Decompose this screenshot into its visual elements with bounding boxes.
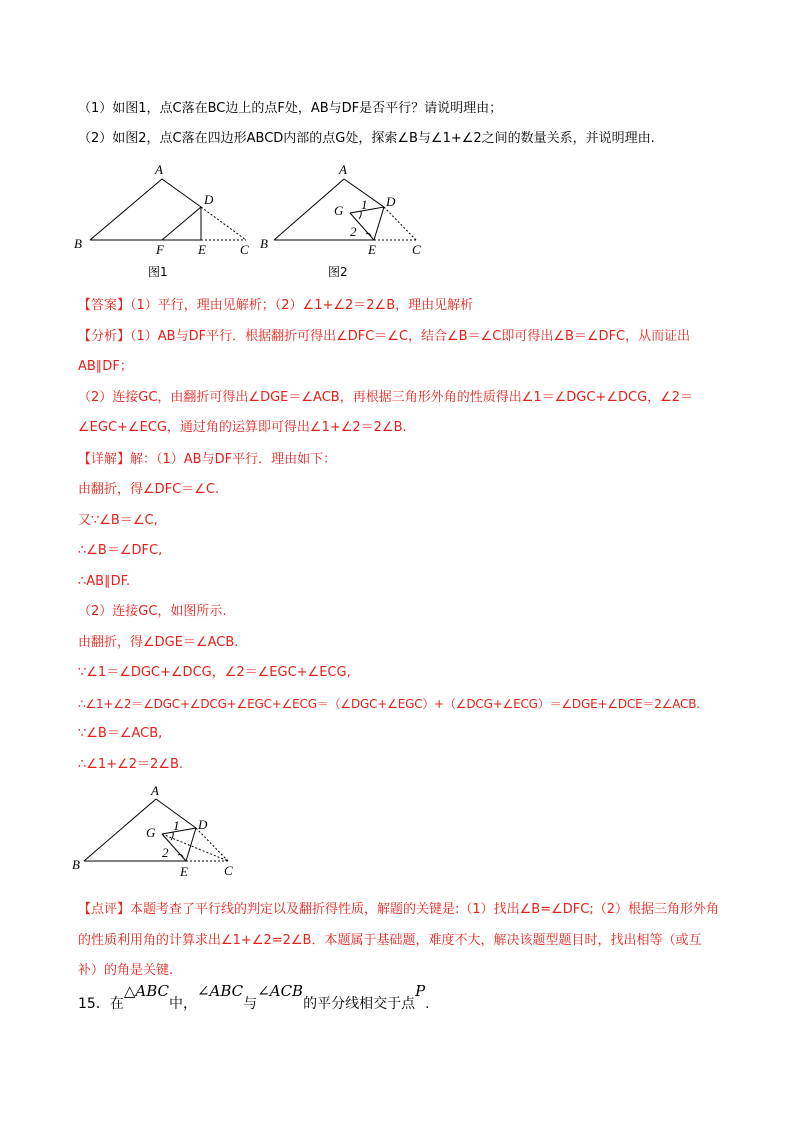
q15-mid: 中，	[168, 996, 197, 1012]
figure-2	[258, 162, 438, 284]
label-E: E	[198, 242, 206, 257]
label-B: B	[72, 857, 80, 872]
label-A: A	[151, 785, 159, 798]
question-2: （2）如图2，点C落在四边形ABCD内部的点G处，探索∠B与∠1+∠2之间的数量关系，并说明理由.	[78, 131, 655, 146]
figure-2-caption: 图2	[328, 265, 348, 279]
analysis-line-2: AB∥DF；	[78, 359, 133, 374]
detail-line-4: ∴∠B＝∠DFC,	[78, 543, 163, 558]
label-1: 1	[173, 818, 180, 833]
detail-line-6: （2）连接GC，如图所示.	[78, 604, 227, 619]
label-2: 2	[162, 845, 169, 860]
q15-prefix: 15．在	[78, 996, 124, 1012]
figure-1-caption: 图1	[148, 265, 168, 279]
q15-end: .	[425, 996, 430, 1012]
detail-line-10: ∵∠B＝∠ACB,	[78, 726, 163, 741]
detail-line-9: ∴∠1+∠2＝∠DGC+∠DCG+∠EGC+∠ECG＝（∠DGC+∠EGC）+（∠DCG+∠ECG）＝∠DGE+∠DCE＝2∠ACB.	[78, 697, 700, 711]
label-E: E	[368, 242, 376, 257]
comment-line-3: 补）的角是关键.	[78, 963, 174, 978]
label-C: C	[412, 242, 421, 257]
detail-line-11: ∴∠1+∠2＝2∠B.	[78, 757, 183, 772]
label-C: C	[240, 242, 249, 257]
analysis-line-1: 【分析】（1）AB与DF平行．根据翻折可得出∠DFC＝∠C，结合∠B＝∠C即可得出∠B＝∠DFC，从而证出	[78, 329, 691, 344]
label-D: D	[204, 192, 214, 207]
label-D: D	[386, 194, 396, 209]
label-A: A	[155, 162, 163, 177]
analysis-line-3: （2）连接GC，由翻折可得出∠DGE＝∠ACB，再根据三角形外角的性质得出∠1＝∠DGC+∠DCG，∠2＝	[78, 390, 694, 405]
detail-line-2: 由翻折，得∠DFC＝∠C.	[78, 482, 220, 497]
label-B: B	[74, 236, 82, 251]
label-A: A	[339, 162, 347, 177]
figure-3	[66, 785, 256, 885]
label-G: G	[334, 203, 344, 218]
question-1: （1）如图1，点C落在BC边上的点F处，AB与DF是否平行？请说明理由；	[78, 101, 503, 116]
q15-suffix: 的平分线相交于点	[303, 996, 416, 1012]
detail-line-3: 又∵∠B＝∠C,	[78, 513, 158, 528]
analysis-line-4: ∠EGC+∠ECG，通过角的运算即可得出∠1+∠2＝2∠B.	[78, 420, 407, 435]
q15-angle-acb: ∠ACB	[257, 982, 304, 1000]
question-15	[78, 982, 430, 1013]
label-B: B	[260, 236, 268, 251]
label-E: E	[180, 864, 188, 879]
answer-line: 【答案】（1）平行，理由见解析；（2）∠1+∠2＝2∠B，理由见解析	[78, 298, 474, 313]
figure-1	[68, 162, 268, 284]
label-1: 1	[361, 197, 368, 212]
label-D: D	[198, 817, 208, 832]
detail-line-8: ∵∠1＝∠DGC+∠DCG，∠2＝∠EGC+∠ECG,	[78, 665, 351, 680]
label-2: 2	[350, 224, 357, 239]
comment-line-1: 【点评】本题考查了平行线的判定以及翻折得性质，解题的关键是:（1）找出∠B=∠DFC;（2）根据三角形外角	[78, 902, 719, 917]
detail-line-1: 【详解】解：（1）AB与DF平行．理由如下：	[78, 452, 337, 467]
q15-triangle: △ABC	[123, 982, 169, 1000]
label-F: F	[156, 242, 164, 257]
label-G: G	[146, 825, 156, 840]
q15-point: P	[415, 982, 426, 1000]
q15-and: 与	[243, 996, 258, 1012]
label-C: C	[224, 863, 233, 878]
detail-line-7: 由翻折，得∠DGE＝∠ACB.	[78, 635, 239, 650]
comment-line-2: 的性质利用角的计算求出∠1+∠2=2∠B．本题属于基础题，难度不大，解决该题型题目时，找出相等（或互	[78, 933, 702, 948]
detail-line-5: ∴AB∥DF.	[78, 574, 131, 589]
q15-angle-abc: ∠ABC	[196, 982, 244, 1000]
